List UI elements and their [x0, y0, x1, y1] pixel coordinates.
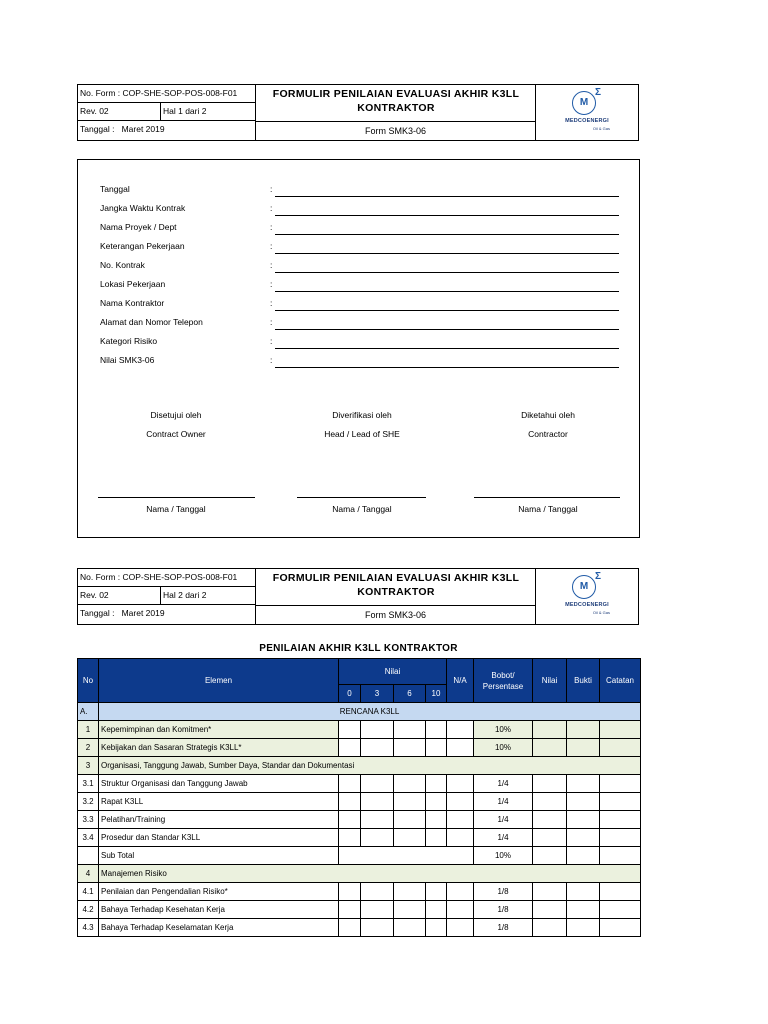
score-cell-3[interactable] [361, 811, 394, 829]
form-title-line1: FORMULIR PENILAIAN EVALUASI AKHIR K3LL [272, 88, 520, 100]
col-score-10: 10 [426, 685, 447, 703]
table-row [78, 847, 641, 865]
col-score-6: 6 [394, 685, 426, 703]
form-title-line2: KONTRAKTOR [357, 102, 435, 114]
col-bobot-line2: Persentase [482, 681, 524, 691]
row-catatan-cell[interactable] [600, 847, 641, 865]
table-row [78, 757, 641, 775]
score-cell-3[interactable] [361, 901, 394, 919]
field-line-lokasi[interactable] [275, 281, 619, 292]
form-header-page1 [77, 84, 639, 141]
date-value: Maret 2019 [121, 608, 165, 618]
score-cell-6[interactable] [394, 811, 426, 829]
score-cell-10[interactable] [426, 721, 447, 739]
revision: Rev. 02 [78, 587, 161, 605]
row-nilai-cell[interactable] [533, 739, 567, 757]
table-row [78, 721, 641, 739]
row-no: 4.1 [78, 883, 99, 901]
row-bukti-cell[interactable] [567, 721, 600, 739]
table-row [78, 865, 641, 883]
date-cell [78, 121, 256, 140]
score-cell-10[interactable] [426, 739, 447, 757]
score-cell-10[interactable] [426, 811, 447, 829]
na-cell[interactable] [447, 811, 474, 829]
score-cell-0[interactable] [339, 793, 361, 811]
row-bukti-cell[interactable] [567, 739, 600, 757]
score-cell-6[interactable] [394, 721, 426, 739]
row-no: 3.3 [78, 811, 99, 829]
signature-foot-1: Nama / Tanggal [146, 504, 206, 514]
row-no: 3.4 [78, 829, 99, 847]
row-elemen: Sub Total [99, 847, 339, 865]
na-cell[interactable] [447, 721, 474, 739]
row-bobot: 1/4 [474, 775, 533, 793]
col-score-0: 0 [339, 685, 361, 703]
col-nilai: Nilai [533, 659, 567, 703]
table-title: PENILAIAN AKHIR K3LL KONTRAKTOR [259, 643, 458, 654]
form-code: Form SMK3-06 [256, 121, 536, 140]
row-nilai-cell[interactable] [533, 883, 567, 901]
row-bukti-cell[interactable] [567, 919, 600, 937]
signature-line-3[interactable] [474, 497, 620, 498]
field-label-keterangan: Keterangan Pekerjaan [100, 241, 185, 251]
row-bobot: 1/4 [474, 829, 533, 847]
field-line-nilai[interactable] [275, 357, 619, 368]
row-elemen: Kepemimpinan dan Komitmen* [99, 721, 339, 739]
col-no: No [78, 659, 99, 703]
row-no: 2 [78, 739, 99, 757]
field-label-kategori-risiko: Kategori Risiko [100, 336, 158, 346]
row-no: 3.2 [78, 793, 99, 811]
row-elemen: Bahaya Terhadap Kesehatan Kerja [99, 901, 339, 919]
row-elemen: Rapat K3LL [99, 793, 339, 811]
table-row [78, 919, 641, 937]
na-cell[interactable] [447, 829, 474, 847]
field-label-nama-kontraktor: Nama Kontraktor [100, 298, 165, 308]
signature-foot-2: Nama / Tanggal [332, 504, 392, 514]
row-elemen: Bahaya Terhadap Keselamatan Kerja [99, 919, 339, 937]
signature-who-2: Head / Lead of SHE [324, 429, 400, 439]
score-cell-6[interactable] [394, 883, 426, 901]
field-colon: : [270, 241, 273, 251]
col-catatan: Catatan [600, 659, 641, 703]
score-cell-0[interactable] [339, 901, 361, 919]
row-bobot: 10% [474, 721, 533, 739]
row-no: 1 [78, 721, 99, 739]
logo-mark-icon: M [572, 91, 596, 115]
logo-brand: MEDCOENERGI [565, 118, 609, 124]
table-row [78, 811, 641, 829]
score-cell-3[interactable] [361, 739, 394, 757]
row-nilai-cell[interactable] [533, 811, 567, 829]
signature-role-3: Diketahui oleh [521, 410, 575, 420]
col-bukti: Bukti [567, 659, 600, 703]
row-catatan-cell[interactable] [600, 811, 641, 829]
row-bobot: 1/8 [474, 883, 533, 901]
field-label-lokasi: Lokasi Pekerjaan [100, 279, 166, 289]
row-nilai-cell[interactable] [533, 829, 567, 847]
section-row [78, 703, 641, 721]
row-elemen: Organisasi, Tanggung Jawab, Sumber Daya, Standar dan Dokumentasi [99, 757, 641, 775]
medco-logo [536, 85, 638, 140]
na-cell[interactable] [447, 775, 474, 793]
row-catatan-cell[interactable] [600, 901, 641, 919]
score-cell-10[interactable] [426, 793, 447, 811]
row-nilai-cell[interactable] [533, 847, 567, 865]
table-row [78, 775, 641, 793]
col-score-3: 3 [361, 685, 394, 703]
row-nilai-cell[interactable] [533, 793, 567, 811]
row-no: 3 [78, 757, 99, 775]
field-line-no-kontrak[interactable] [275, 262, 619, 273]
score-cell-6[interactable] [394, 919, 426, 937]
medco-logo [536, 569, 638, 624]
row-catatan-cell[interactable] [600, 739, 641, 757]
row-no: 3.1 [78, 775, 99, 793]
field-label-nama-proyek: Nama Proyek / Dept [100, 222, 177, 232]
row-no: 4 [78, 865, 99, 883]
date-label: Tanggal : [80, 608, 115, 618]
row-bukti-cell[interactable] [567, 883, 600, 901]
row-catatan-cell[interactable] [600, 883, 641, 901]
score-cell-10[interactable] [426, 919, 447, 937]
row-catatan-cell[interactable] [600, 775, 641, 793]
sigma-icon: Σ [595, 87, 602, 98]
field-colon: : [270, 184, 273, 194]
field-colon: : [270, 317, 273, 327]
date-cell [78, 605, 256, 624]
field-line-tanggal[interactable] [275, 186, 619, 197]
score-cell-0[interactable] [339, 811, 361, 829]
score-cell-3[interactable] [361, 883, 394, 901]
row-elemen: Penilaian dan Pengendalian Risiko* [99, 883, 339, 901]
assessment-table [77, 658, 641, 937]
na-cell[interactable] [447, 793, 474, 811]
form-header-page2 [77, 568, 639, 625]
field-line-jangka-waktu[interactable] [275, 205, 619, 216]
field-colon: : [270, 298, 273, 308]
field-label-alamat: Alamat dan Nomor Telepon [100, 317, 203, 327]
logo-sub: Oil & Gas [592, 610, 610, 615]
row-nilai-cell[interactable] [533, 919, 567, 937]
row-elemen: Kebijakan dan Sasaran Strategis K3LL* [99, 739, 339, 757]
field-line-keterangan[interactable] [275, 243, 619, 254]
row-bukti-cell[interactable] [567, 793, 600, 811]
col-nilai-group: Nilai [339, 659, 447, 685]
row-scores-merged [339, 847, 474, 865]
signature-foot-3: Nama / Tanggal [518, 504, 578, 514]
logo-mark-icon: M [572, 575, 596, 599]
na-cell[interactable] [447, 901, 474, 919]
col-elemen: Elemen [99, 659, 339, 703]
form-title-line2: KONTRAKTOR [357, 586, 435, 598]
form-code: Form SMK3-06 [256, 605, 536, 624]
form-number: No. Form : COP-SHE-SOP-POS-008-F01 [78, 85, 256, 103]
table-row [78, 901, 641, 919]
logo-sub: Oil & Gas [592, 126, 610, 131]
row-bobot: 10% [474, 847, 533, 865]
field-line-nama-proyek[interactable] [275, 224, 619, 235]
score-cell-10[interactable] [426, 775, 447, 793]
page-number: Hal 2 dari 2 [161, 587, 256, 605]
page-number: Hal 1 dari 2 [161, 103, 256, 121]
score-cell-3[interactable] [361, 721, 394, 739]
field-line-alamat[interactable] [275, 319, 619, 330]
row-elemen: Manajemen Risiko [99, 865, 641, 883]
field-label-nilai: Nilai SMK3-06 [100, 355, 155, 365]
score-cell-3[interactable] [361, 919, 394, 937]
logo-brand: MEDCOENERGI [565, 602, 609, 608]
field-colon: : [270, 203, 273, 213]
score-cell-10[interactable] [426, 883, 447, 901]
field-colon: : [270, 355, 273, 365]
score-cell-6[interactable] [394, 775, 426, 793]
row-no: 4.3 [78, 919, 99, 937]
score-cell-10[interactable] [426, 829, 447, 847]
score-cell-0[interactable] [339, 775, 361, 793]
signature-role-1: Disetujui oleh [150, 410, 202, 420]
signature-line-2[interactable] [297, 497, 426, 498]
field-label-jangka-waktu: Jangka Waktu Kontrak [100, 203, 186, 213]
table-row [78, 829, 641, 847]
revision: Rev. 02 [78, 103, 161, 121]
row-bukti-cell[interactable] [567, 901, 600, 919]
row-bobot: 10% [474, 739, 533, 757]
score-cell-3[interactable] [361, 793, 394, 811]
na-cell[interactable] [447, 883, 474, 901]
field-colon: : [270, 260, 273, 270]
row-catatan-cell[interactable] [600, 829, 641, 847]
row-catatan-cell[interactable] [600, 919, 641, 937]
row-nilai-cell[interactable] [533, 775, 567, 793]
date-value: Maret 2019 [121, 124, 165, 134]
score-cell-10[interactable] [426, 901, 447, 919]
field-line-nama-kontraktor[interactable] [275, 300, 619, 311]
score-cell-0[interactable] [339, 739, 361, 757]
score-cell-0[interactable] [339, 919, 361, 937]
score-cell-6[interactable] [394, 829, 426, 847]
field-label-tanggal: Tanggal [100, 184, 130, 194]
row-nilai-cell[interactable] [533, 901, 567, 919]
row-no [78, 847, 99, 865]
row-catatan-cell[interactable] [600, 721, 641, 739]
row-bukti-cell[interactable] [567, 811, 600, 829]
section-no: A. [78, 703, 99, 721]
field-line-kategori-risiko[interactable] [275, 338, 619, 349]
col-na: N/A [447, 659, 474, 703]
field-label-no-kontrak: No. Kontrak [100, 260, 145, 270]
row-bukti-cell[interactable] [567, 847, 600, 865]
row-catatan-cell[interactable] [600, 793, 641, 811]
col-bobot [474, 659, 533, 703]
score-cell-6[interactable] [394, 901, 426, 919]
field-colon: : [270, 279, 273, 289]
row-bobot: 1/4 [474, 811, 533, 829]
form-title-line1: FORMULIR PENILAIAN EVALUASI AKHIR K3LL [272, 572, 520, 584]
project-info-box [77, 159, 640, 538]
date-label: Tanggal : [80, 124, 115, 134]
na-cell[interactable] [447, 739, 474, 757]
score-cell-6[interactable] [394, 793, 426, 811]
row-bobot: 1/8 [474, 901, 533, 919]
field-colon: : [270, 222, 273, 232]
row-bobot: 1/4 [474, 793, 533, 811]
signature-role-2: Diverifikasi oleh [332, 410, 392, 420]
score-cell-3[interactable] [361, 775, 394, 793]
score-cell-0[interactable] [339, 721, 361, 739]
signature-line-1[interactable] [98, 497, 255, 498]
row-elemen: Pelatihan/Training [99, 811, 339, 829]
score-cell-0[interactable] [339, 829, 361, 847]
row-no: 4.2 [78, 901, 99, 919]
form-number: No. Form : COP-SHE-SOP-POS-008-F01 [78, 569, 256, 587]
col-bobot-line1: Bobot/ [491, 670, 515, 680]
score-cell-3[interactable] [361, 829, 394, 847]
na-cell[interactable] [447, 919, 474, 937]
row-bukti-cell[interactable] [567, 829, 600, 847]
sigma-icon: Σ [595, 571, 602, 582]
score-cell-6[interactable] [394, 739, 426, 757]
row-elemen: Prosedur dan Standar K3LL [99, 829, 339, 847]
row-bukti-cell[interactable] [567, 775, 600, 793]
score-cell-0[interactable] [339, 883, 361, 901]
table-row [78, 793, 641, 811]
signature-who-3: Contractor [528, 429, 568, 439]
section-label: RENCANA K3LL [99, 703, 641, 721]
table-row [78, 883, 641, 901]
field-colon: : [270, 336, 273, 346]
table-row [78, 739, 641, 757]
row-nilai-cell[interactable] [533, 721, 567, 739]
row-bobot: 1/8 [474, 919, 533, 937]
row-elemen: Struktur Organisasi dan Tanggung Jawab [99, 775, 339, 793]
signature-who-1: Contract Owner [146, 429, 206, 439]
